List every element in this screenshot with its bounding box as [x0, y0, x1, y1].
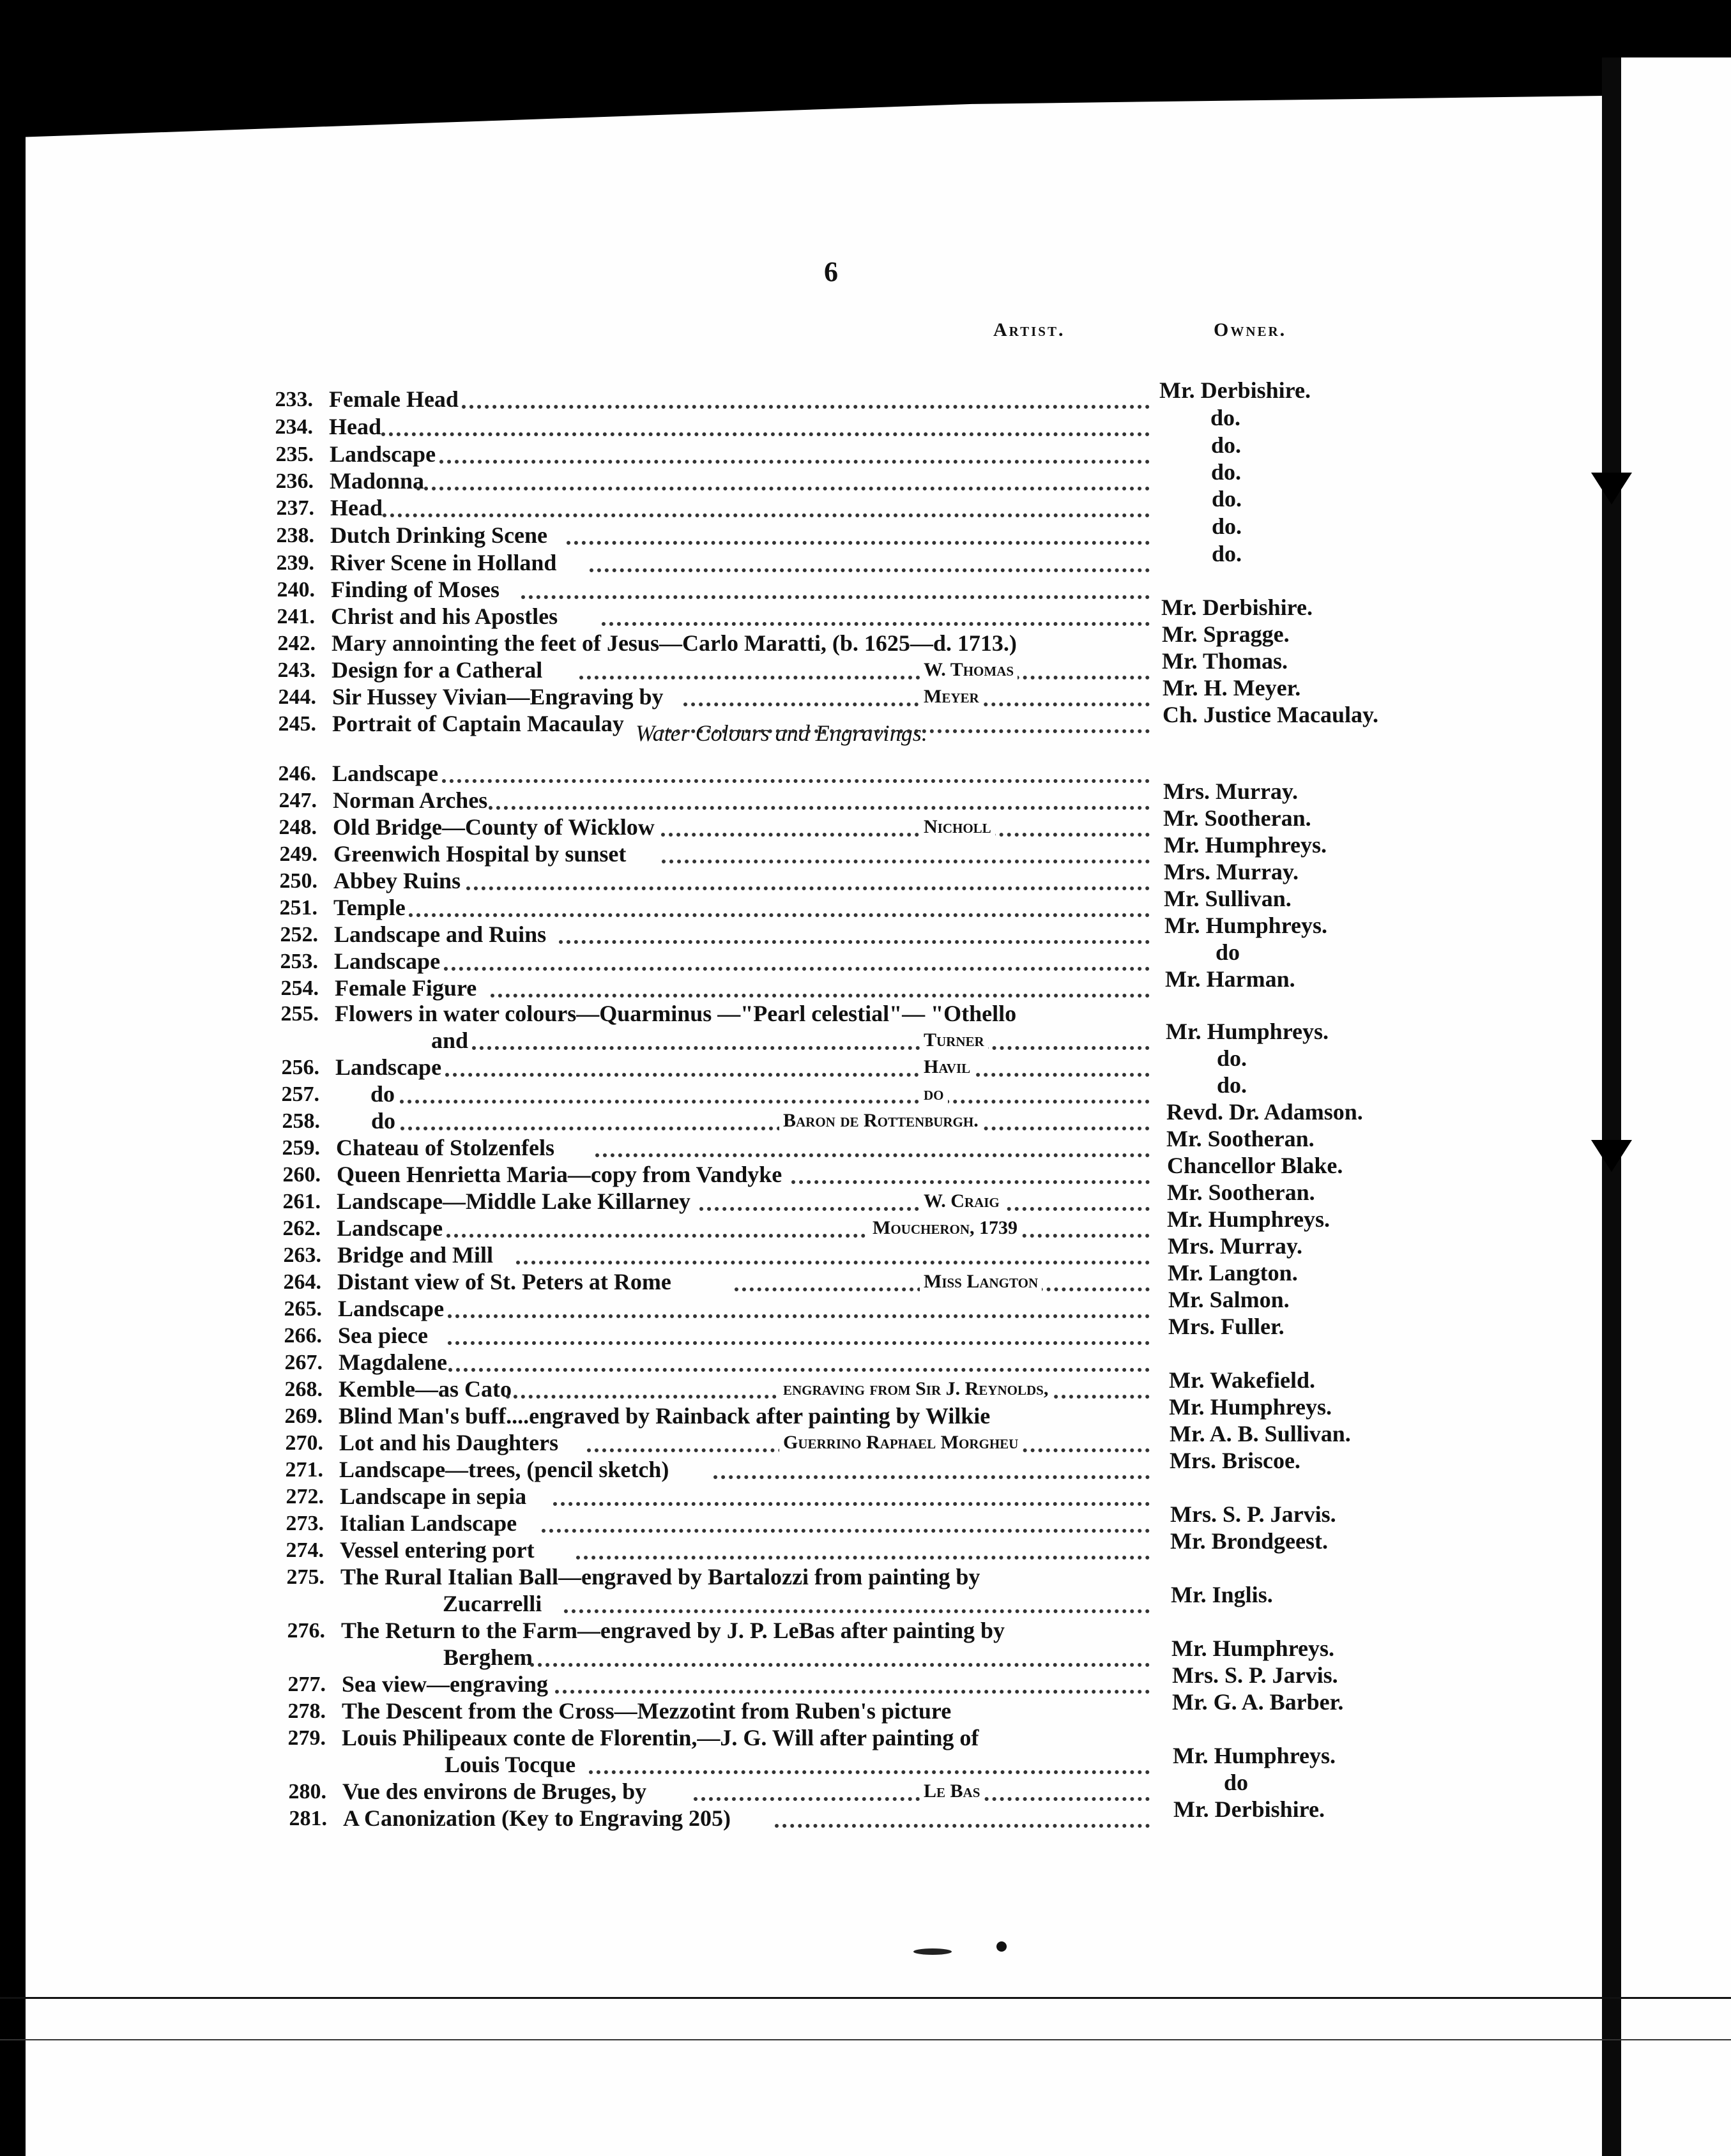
- entry-title: Queen Henrietta Maria—copy from Vandyke: [337, 1162, 782, 1187]
- entry-owner: Mr. Spragge.: [1162, 621, 1290, 647]
- entry-title: Finding of Moses: [331, 577, 500, 602]
- entry-number: 267.: [284, 1351, 323, 1374]
- ink-speck: [996, 1941, 1007, 1952]
- entry-title: and: [431, 1028, 469, 1053]
- leader-dots: [576, 1556, 1150, 1560]
- entry-owner: Mr. Thomas.: [1162, 648, 1288, 674]
- entry-title: Sir Hussey Vivian—Engraving by: [332, 684, 664, 710]
- leader-dots: [579, 676, 1150, 679]
- entry-title: Christ and his Apostles: [331, 604, 558, 629]
- entry-owner: do.: [1211, 432, 1242, 458]
- binding-mark: [1591, 1140, 1632, 1172]
- entry-owner: Mr. Salmon.: [1168, 1287, 1290, 1312]
- leader-dots: [713, 1475, 1150, 1479]
- entry-artist: Le Bas: [920, 1780, 984, 1802]
- entry-number: 238.: [276, 524, 314, 547]
- entry-title: River Scene in Holland: [330, 550, 557, 575]
- entry-title: A Canonization (Key to Engraving 205): [343, 1805, 731, 1831]
- entry-artist: Moucheron, 1739: [869, 1217, 1021, 1239]
- entry-number: 281.: [289, 1807, 327, 1830]
- entry-number: 265.: [284, 1297, 322, 1321]
- entry-number: 261.: [282, 1190, 321, 1213]
- entry-owner: Mr. Humphreys.: [1166, 1019, 1329, 1044]
- entry-number: 244.: [278, 685, 316, 709]
- leader-dots: [602, 622, 1150, 626]
- entry-number: 256.: [281, 1056, 319, 1079]
- leader-dots: [595, 1153, 1150, 1157]
- entry-title: Landscape: [334, 948, 441, 974]
- leader-dots: [442, 779, 1150, 783]
- entry-title: Abbey Ruins: [333, 868, 461, 893]
- entry-owner: Mr. G. A. Barber.: [1172, 1689, 1344, 1715]
- entry-owner: Mrs. Murray.: [1168, 1233, 1302, 1259]
- entry-title: Landscape—trees, (pencil sketch): [339, 1457, 669, 1482]
- entry-title: Landscape: [332, 761, 439, 786]
- entry-title: Landscape: [330, 441, 436, 467]
- entry-owner: Mr. Wakefield.: [1169, 1367, 1316, 1393]
- leader-dots: [489, 806, 1150, 810]
- entry-number: 249.: [279, 842, 317, 866]
- entry-owner: do.: [1212, 486, 1242, 512]
- entry-number: 271.: [285, 1458, 323, 1482]
- leader-dots: [662, 860, 1150, 863]
- leader-dots: [521, 595, 1150, 599]
- entry-number: 266.: [284, 1324, 322, 1348]
- entry-title: Landscape—Middle Lake Killarney: [337, 1188, 691, 1214]
- binding-fold: [1602, 57, 1621, 2156]
- entry-owner: Mr. Humphreys.: [1173, 1743, 1336, 1768]
- leader-dots: [448, 1341, 1150, 1345]
- entry-title: do: [371, 1108, 396, 1134]
- entry-title: The Rural Italian Ball—engraved by Bartalozzi from painting by: [340, 1564, 980, 1590]
- leader-dots: [564, 1609, 1150, 1613]
- entry-title: Landscape and Ruins: [334, 922, 547, 947]
- entry-title: The Return to the Farm—engraved by J. P. LeBas after painting by: [341, 1618, 1005, 1643]
- entry-title: do: [370, 1081, 395, 1107]
- artist-column-header: Artist.: [993, 319, 1065, 340]
- entry-owner: Mr. Sullivan.: [1164, 886, 1292, 911]
- leader-dots: [661, 833, 1150, 837]
- entry-number: 264.: [283, 1270, 321, 1294]
- entry-owner: do.: [1217, 1045, 1247, 1071]
- entry-number: 257.: [281, 1082, 319, 1106]
- entry-owner: Mr. Sootheran.: [1163, 805, 1311, 831]
- entry-owner: Mrs. Murray.: [1164, 859, 1299, 884]
- entry-artist: Nicholl: [920, 816, 995, 838]
- entry-number: 237.: [276, 496, 314, 520]
- leader-dots: [445, 1073, 1150, 1077]
- leader-dots: [466, 886, 1150, 890]
- entry-number: 246.: [278, 762, 316, 786]
- entry-title: Head: [330, 495, 383, 520]
- entry-owner: Mr. Humphreys.: [1164, 913, 1328, 938]
- entry-owner: do.: [1212, 513, 1242, 539]
- entry-title: Kemble—as Cato: [339, 1376, 512, 1402]
- entry-number: 270.: [285, 1431, 323, 1455]
- entry-number: 240.: [277, 578, 315, 602]
- entry-artist: Havil: [920, 1056, 974, 1078]
- entry-title: Greenwich Hospital by sunset: [333, 841, 627, 867]
- entry-owner: Mr. Derbishire.: [1159, 377, 1311, 403]
- entry-number: 251.: [279, 896, 317, 920]
- entry-owner: Mr. H. Meyer.: [1163, 675, 1301, 701]
- entry-owner: Mr. Humphreys.: [1171, 1636, 1335, 1661]
- entry-number: 250.: [279, 869, 317, 893]
- leader-dots: [559, 940, 1150, 944]
- leader-dots: [555, 1690, 1150, 1694]
- entry-number: 236.: [275, 469, 314, 493]
- entry-number: 233.: [275, 388, 313, 411]
- entry-owner: Mrs. S. P. Jarvis.: [1170, 1501, 1336, 1527]
- entry-owner: Mr. Derbishire.: [1161, 595, 1313, 620]
- entry-owner: Mrs. Fuller.: [1168, 1314, 1285, 1339]
- entry-artist: W. Thomas: [920, 659, 1018, 681]
- leader-dots: [439, 460, 1150, 464]
- entry-title: Louis Philipeaux conte de Florentin,—J. G. Will after painting of: [342, 1725, 979, 1750]
- entry-number: 255.: [280, 1002, 319, 1026]
- entry-artist: Miss Langton: [920, 1271, 1042, 1293]
- entry-title: Old Bridge—County of Wicklow: [333, 814, 655, 840]
- leader-dots: [446, 1234, 1150, 1238]
- entry-title: Vessel entering port: [340, 1537, 535, 1563]
- leader-dots: [660, 729, 1150, 733]
- entry-artist: Meyer: [920, 686, 983, 708]
- entry-title: Landscape in sepia: [340, 1484, 527, 1509]
- entry-title: Female Head: [329, 386, 459, 412]
- entry-title: Bridge and Mill: [337, 1242, 494, 1268]
- leader-dots: [553, 1502, 1150, 1506]
- entry-number: 248.: [278, 816, 317, 839]
- entry-owner: Revd. Dr. Adamson.: [1166, 1099, 1363, 1125]
- leader-dots: [775, 1824, 1150, 1828]
- entry-title: Italian Landscape: [340, 1510, 517, 1536]
- entry-owner: Mrs. Murray.: [1163, 778, 1298, 804]
- owner-column-header: Owner.: [1214, 319, 1287, 340]
- entry-title: Louis Tocque: [445, 1752, 576, 1777]
- leader-dots: [400, 1100, 1150, 1104]
- entry-artist: W. Craig: [920, 1190, 1003, 1212]
- entry-number: 268.: [284, 1378, 323, 1401]
- entry-title: Chateau of Stolzenfels: [336, 1135, 554, 1160]
- leader-dots: [683, 702, 1150, 706]
- entry-title: Flowers in water colours—Quarminus —"Pearl celestial"— "Othello: [335, 1001, 1017, 1026]
- entry-title: Landscape: [337, 1215, 443, 1241]
- leader-dots: [589, 1770, 1150, 1774]
- leader-dots: [462, 405, 1150, 409]
- entry-number: 235.: [275, 443, 314, 466]
- entry-artist: Guerrino Raphael Morgheu: [779, 1432, 1022, 1454]
- entry-number: 243.: [277, 658, 316, 682]
- leader-dots: [567, 541, 1150, 545]
- entry-artist: engraving from Sir J. Reynolds,: [779, 1378, 1052, 1400]
- entry-number: 269.: [284, 1404, 323, 1428]
- ink-speck: [913, 1948, 952, 1955]
- entry-number: 272.: [286, 1485, 324, 1508]
- scan-border-line: [0, 1997, 1731, 1999]
- entry-number: 263.: [283, 1243, 321, 1267]
- leader-dots: [491, 994, 1150, 998]
- entry-number: 253.: [280, 950, 318, 973]
- entry-title: Vue des environs de Bruges, by: [342, 1779, 647, 1804]
- entry-title: Blind Man's buff....engraved by Rainback after painting by Wilkie: [339, 1403, 991, 1429]
- entry-owner: do: [1216, 939, 1240, 965]
- entry-number: 278.: [287, 1699, 326, 1723]
- entry-owner: Mr. Inglis.: [1171, 1582, 1273, 1607]
- entry-title: Berghem: [443, 1644, 533, 1670]
- entry-number: 275.: [286, 1565, 324, 1589]
- entry-title: Portrait of Captain Macaulay: [332, 711, 624, 736]
- entry-owner: do.: [1217, 1072, 1247, 1098]
- leader-dots: [448, 1314, 1150, 1318]
- entry-owner: do: [1224, 1770, 1249, 1795]
- entry-title: The Descent from the Cross—Mezzotint from Ruben's picture: [342, 1698, 952, 1724]
- entry-artist: Baron de Rottenburgh.: [779, 1110, 982, 1132]
- entry-title: Mary annointing the feet of Jesus—Carlo Maratti, (b. 1625—d. 1713.): [332, 630, 1017, 656]
- entry-title: Magdalene: [339, 1349, 447, 1375]
- entry-owner: Ch. Justice Macaulay.: [1163, 702, 1378, 727]
- entry-number: 254.: [280, 976, 319, 1000]
- entry-owner: Mrs. Briscoe.: [1170, 1448, 1300, 1473]
- entry-number: 280.: [288, 1780, 326, 1803]
- entry-title: Lot and his Daughters: [339, 1430, 559, 1455]
- entry-owner: Mr. Derbishire.: [1173, 1796, 1325, 1822]
- entry-owner: Mr. Humphreys.: [1167, 1206, 1331, 1232]
- entry-title: Landscape: [335, 1054, 442, 1080]
- leader-dots: [381, 432, 1150, 436]
- entry-owner: Mrs. S. P. Jarvis.: [1172, 1662, 1338, 1688]
- entry-owner: Mr. Humphreys.: [1169, 1394, 1332, 1420]
- leader-dots: [383, 513, 1150, 517]
- leader-dots: [472, 1046, 1150, 1050]
- entry-title: Norman Arches: [333, 787, 488, 813]
- binding-mark: [1591, 473, 1632, 505]
- entry-number: 258.: [282, 1109, 320, 1133]
- leader-dots: [542, 1529, 1150, 1533]
- entry-number: 245.: [278, 712, 316, 736]
- entry-number: 274.: [286, 1538, 324, 1562]
- entry-title: Madonna: [330, 468, 425, 494]
- entry-title: Sea piece: [338, 1323, 428, 1348]
- leader-dots: [590, 568, 1150, 572]
- entry-title: Head: [329, 414, 382, 439]
- entry-number: 277.: [287, 1673, 326, 1696]
- entry-number: 273.: [286, 1512, 324, 1535]
- entry-number: 259.: [282, 1136, 320, 1160]
- entry-owner: Mr. A. B. Sullivan.: [1170, 1421, 1351, 1446]
- entry-artist: Turner: [920, 1029, 988, 1051]
- leader-dots: [516, 1261, 1150, 1264]
- entry-number: 279.: [287, 1726, 326, 1750]
- entry-owner: Mr. Brondgeest.: [1170, 1528, 1328, 1554]
- entry-owner: do.: [1211, 459, 1242, 485]
- leader-dots: [530, 1663, 1150, 1667]
- entry-title: Female Figure: [335, 975, 477, 1001]
- entry-number: 262.: [282, 1217, 321, 1240]
- entry-number: 241.: [277, 605, 315, 628]
- entry-title: Zucarrelli: [443, 1591, 542, 1616]
- leader-dots: [448, 1368, 1150, 1372]
- entry-number: 252.: [280, 923, 318, 946]
- entry-number: 242.: [277, 632, 316, 655]
- entry-number: 276.: [287, 1619, 325, 1643]
- entry-owner: Mr. Langton.: [1168, 1260, 1298, 1286]
- entry-owner: Mr. Humphreys.: [1164, 832, 1327, 858]
- leader-dots: [416, 487, 1150, 490]
- section-heading: Water Colours and Engravings.: [636, 720, 927, 746]
- entry-number: 260.: [282, 1163, 321, 1187]
- leader-dots: [444, 967, 1150, 971]
- entry-owner: do.: [1210, 405, 1241, 430]
- entry-owner: Mr. Sootheran.: [1166, 1126, 1315, 1151]
- entry-owner: Chancellor Blake.: [1167, 1153, 1343, 1178]
- entry-title: Distant view of St. Peters at Rome: [337, 1269, 671, 1294]
- entry-artist: do: [920, 1083, 948, 1105]
- entry-title: Dutch Drinking Scene: [330, 522, 548, 548]
- page-number: 6: [824, 256, 838, 287]
- scan-border-line: [0, 2039, 1731, 2040]
- entry-title: Sea view—engraving: [342, 1671, 548, 1697]
- entry-title: Temple: [333, 895, 406, 920]
- entry-number: 234.: [275, 415, 313, 439]
- entry-owner: Mr. Sootheran.: [1167, 1180, 1315, 1205]
- leader-dots: [409, 913, 1150, 917]
- leader-dots: [400, 1127, 1150, 1130]
- right-page-edge: [1621, 57, 1731, 2156]
- entry-number: 239.: [276, 551, 314, 575]
- entry-number: 247.: [278, 789, 317, 812]
- entry-owner: Mr. Harman.: [1165, 966, 1295, 992]
- leader-dots: [791, 1180, 1150, 1184]
- entry-title: Landscape: [338, 1296, 445, 1321]
- entry-title: Design for a Catheral: [332, 657, 543, 683]
- entry-owner: do.: [1212, 541, 1242, 566]
